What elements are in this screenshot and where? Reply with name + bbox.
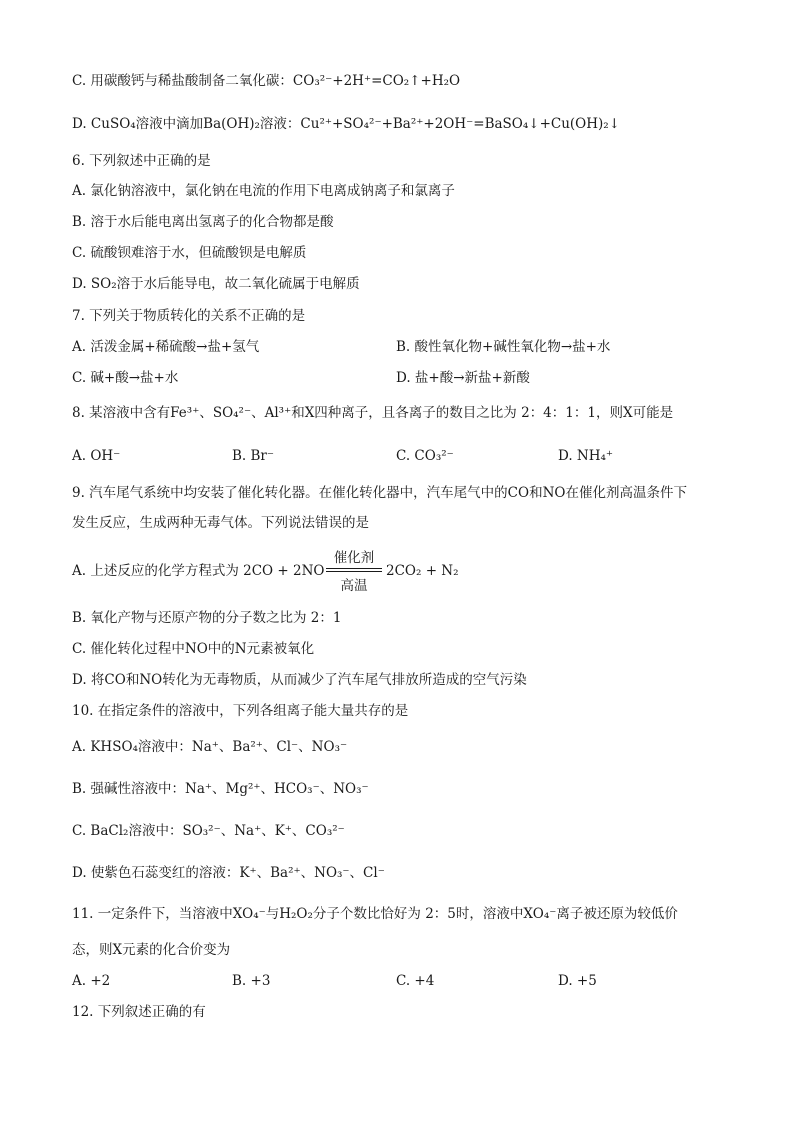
question-10-stem: 10. 在指定条件的溶液中，下列各组离子能大量共存的是	[72, 703, 409, 719]
q8-option-a: A. OH⁻	[72, 448, 121, 464]
question-12-stem: 12. 下列叙述正确的有	[72, 1004, 206, 1020]
q11-option-a: A. +2	[72, 973, 111, 989]
q10-option-b: B. 强碱性溶液中：Na⁺、Mg²⁺、HCO₃⁻、NO₃⁻	[72, 781, 369, 797]
q9-option-a-prefix: A. 上述反应的化学方程式为 2CO + 2NO	[72, 563, 325, 579]
q10-option-c: C. BaCl₂溶液中：SO₃²⁻、Na⁺、K⁺、CO₃²⁻	[72, 823, 345, 839]
q9-option-d: D. 将CO和NO转化为无毒物质，从而减少了汽车尾气排放所造成的空气污染	[72, 672, 527, 688]
q7-option-c: C. 碱+酸→盐+水	[72, 370, 179, 386]
q10-option-d: D. 使紫色石蕊变红的溶液：K⁺、Ba²⁺、NO₃⁻、Cl⁻	[72, 865, 385, 881]
q6-option-b: B. 溶于水后能电离出氢离子的化合物都是酸	[72, 214, 334, 230]
q6-option-d: D. SO₂溶于水后能导电，故二氧化硫属于电解质	[72, 276, 360, 292]
question-9-stem-line2: 发生反应，生成两种无毒气体。下列说法错误的是	[72, 515, 369, 531]
q6-option-c: C. 硫酸钡难溶于水，但硫酸钡是电解质	[72, 245, 307, 261]
q8-option-c: C. CO₃²⁻	[396, 448, 454, 464]
q6-option-a: A. 氯化钠溶液中，氯化钠在电流的作用下电离成钠离子和氯离子	[72, 183, 455, 199]
q11-option-c: C. +4	[396, 973, 435, 989]
q9-equation-equals-bar-lower	[326, 571, 382, 572]
q10-option-a: A. KHSO₄溶液中：Na⁺、Ba²⁺、Cl⁻、NO₃⁻	[72, 739, 348, 755]
q11-option-d: D. +5	[558, 973, 597, 989]
q8-option-d: D. NH₄⁺	[558, 448, 614, 464]
question-11-stem-line2: 态，则X元素的化合价变为	[72, 942, 231, 958]
question-8-stem: 8. 某溶液中含有Fe³⁺、SO₄²⁻、Al³⁺和X四种离子，且各离子的数目之比为 2：4：1：1，则X可能是	[72, 405, 674, 421]
question-7-stem: 7. 下列关于物质转化的关系不正确的是	[72, 308, 306, 324]
q11-option-b: B. +3	[232, 973, 271, 989]
question-11-stem-line1: 11. 一定条件下，当溶液中XO₄⁻与H₂O₂分子个数比恰好为 2：5时，溶液中XO₄⁻离子被还原为较低价	[72, 906, 678, 922]
q9-equation-condition-top: 催化剂	[333, 550, 375, 566]
line-q5-option-c: C. 用碳酸钙与稀盐酸制备二氧化碳：CO₃²⁻+2H⁺=CO₂↑+H₂O	[72, 73, 461, 89]
q9-option-c: C. 催化转化过程中NO中的N元素被氧化	[72, 641, 315, 657]
q7-option-a: A. 活泼金属+稀硫酸→盐+氢气	[72, 339, 260, 355]
q9-equation-condition-bottom: 高温	[340, 578, 368, 594]
q7-option-d: D. 盐+酸→新盐+新酸	[396, 370, 530, 386]
q8-option-b: B. Br⁻	[232, 448, 275, 464]
question-6-stem: 6. 下列叙述中正确的是	[72, 153, 211, 169]
q9-option-a-products: 2CO₂ + N₂	[386, 563, 459, 579]
question-9-stem-line1: 9. 汽车尾气系统中均安装了催化转化器。在催化转化器中，汽车尾气中的CO和NO在催化剂高温条件下	[72, 485, 687, 501]
q9-equation-equals-bar	[326, 568, 382, 569]
q7-option-b: B. 酸性氧化物+碱性氧化物→盐+水	[396, 339, 611, 355]
q9-option-b: B. 氧化产物与还原产物的分子数之比为 2：1	[72, 610, 342, 626]
line-q5-option-d: D. CuSO₄溶液中滴加Ba(OH)₂溶液：Cu²⁺+SO₄²⁻+Ba²⁺+2OH⁻=BaSO₄↓+Cu(OH)₂↓	[72, 116, 621, 132]
